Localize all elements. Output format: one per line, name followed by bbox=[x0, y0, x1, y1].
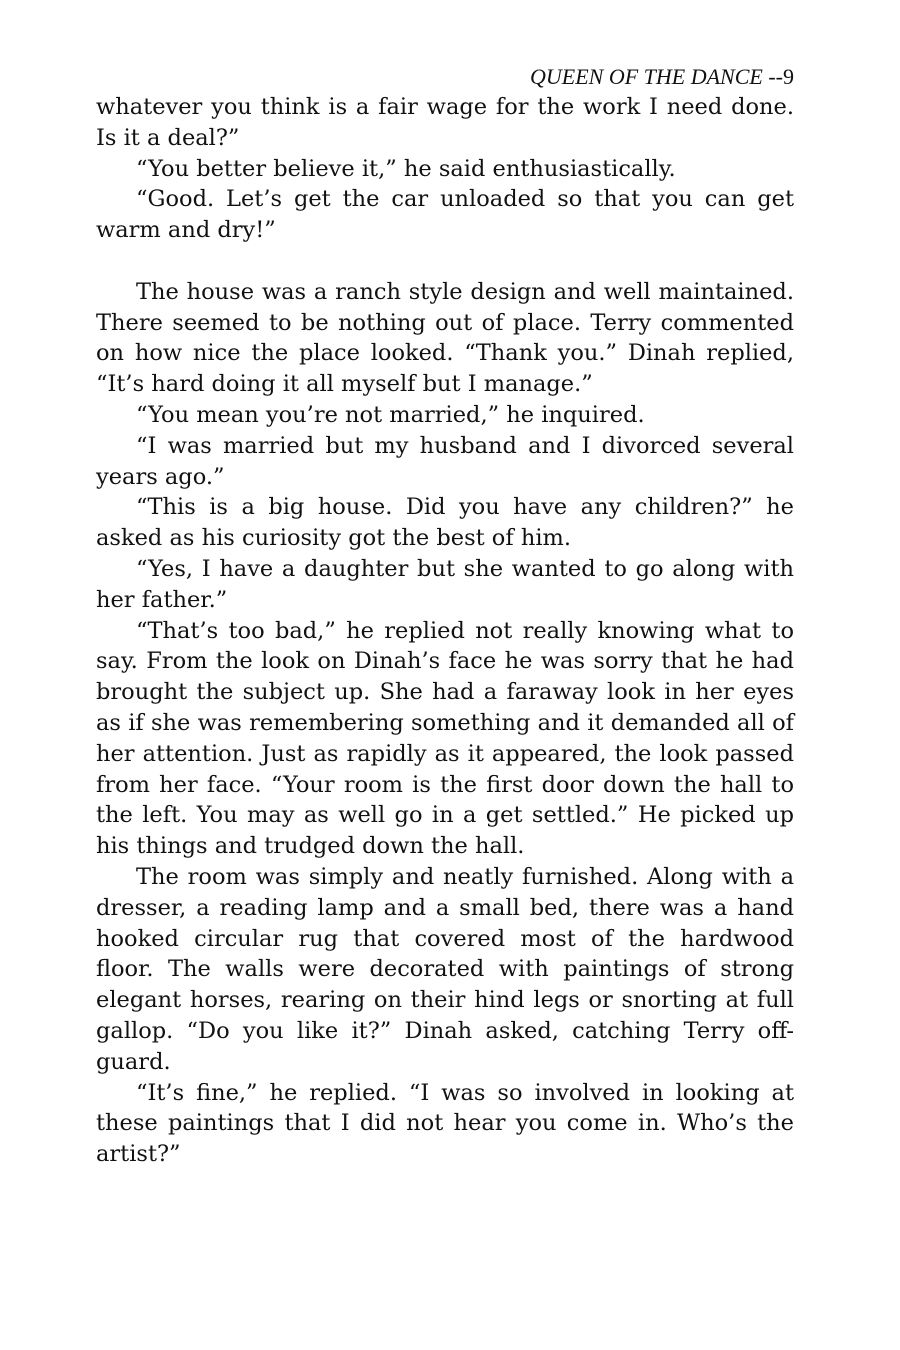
paragraph: whatever you think is a fair wage for the work I need done. Is it a deal?” bbox=[96, 94, 794, 151]
paragraph: “That’s too bad,” he replied not really knowing what to say. From the look on Dinah’s face he was sorry that he had brought the subject up. She had a faraway look in her eyes as if she was remembering something and it demanded all of her attention. Just as rapidly as it appeared, the look passed from her face. “Your room is the first door down the hall to the left. You may as well go in a get settled.” He picked up his things and trudged down the hall. bbox=[96, 617, 794, 860]
paragraph: The room was simply and neatly furnished. Along with a dresser, a reading lamp and a small bed, there was a hand hooked circular rug that covered most of the hardwood floor. The walls were decorated with paintings of strong elegant horses, rearing on their hind legs or snorting at full gallop. “Do you like it?” Dinah asked, catching Terry off-guard. bbox=[96, 863, 794, 1075]
body-text bbox=[96, 92, 794, 1170]
page-number: 9 bbox=[783, 64, 794, 89]
paragraph: “This is a big house. Did you have any children?” he asked as his curiosity got the best of him. bbox=[96, 494, 794, 552]
book-page bbox=[96, 62, 794, 1170]
running-title: QUEEN OF THE DANCE bbox=[530, 64, 763, 89]
header-separator: -- bbox=[768, 64, 783, 89]
paragraph: “I was married but my husband and I divorced several years ago.” bbox=[96, 432, 794, 490]
running-header bbox=[96, 62, 794, 92]
paragraph: “You better believe it,” he said enthusiastically. bbox=[136, 155, 676, 182]
paragraph: “Good. Let’s get the car unloaded so that you can get warm and dry!” bbox=[96, 186, 794, 244]
paragraph: The house was a ranch style design and well maintained. There seemed to be nothing out of place. Terry commented on how nice the place looked. “Thank you.” Dinah replied, “It’s hard doing it all myself but I manage.” bbox=[96, 278, 794, 398]
section-break bbox=[96, 246, 794, 277]
paragraph: “It’s fine,” he replied. “I was so involved in looking at these paintings that I did not hear you come in. Who’s the artist?” bbox=[96, 1079, 794, 1168]
paragraph: “You mean you’re not married,” he inquired. bbox=[136, 401, 645, 428]
paragraph: “Yes, I have a daughter but she wanted to go along with her father.” bbox=[96, 555, 794, 613]
